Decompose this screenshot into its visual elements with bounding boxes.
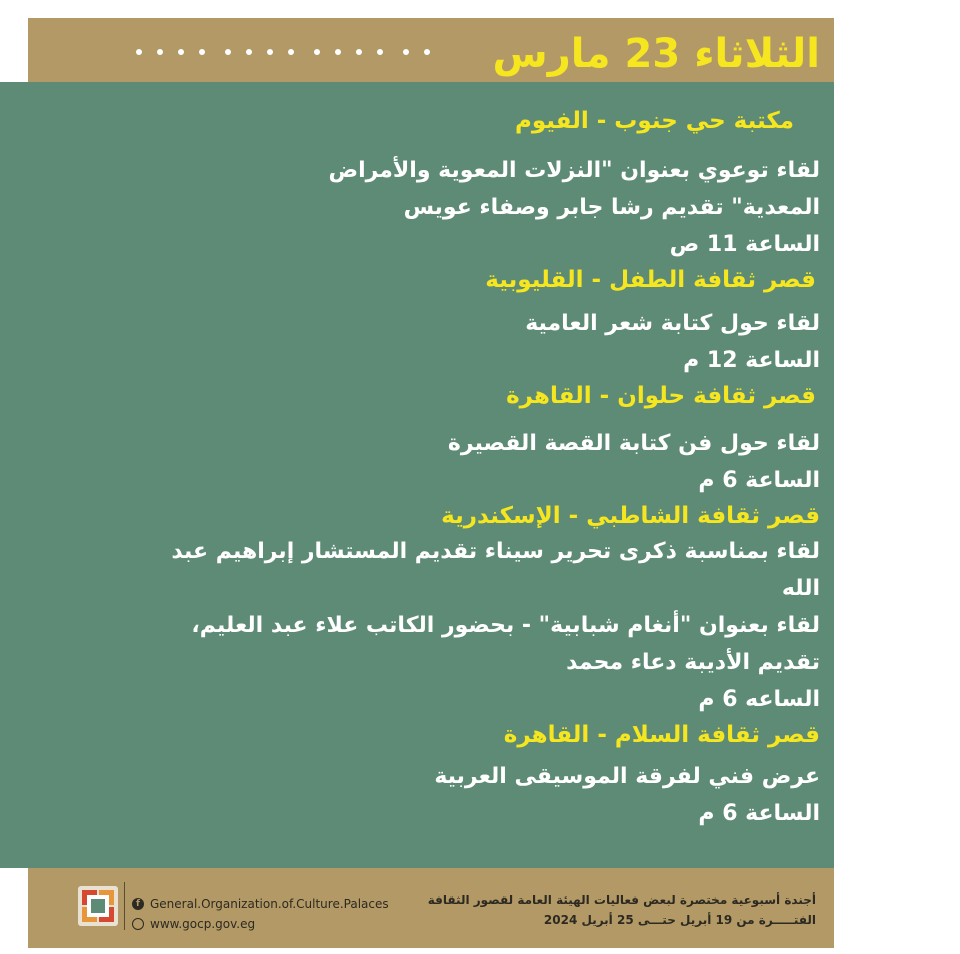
- globe-icon: [132, 918, 144, 930]
- decorative-dots-top: [136, 40, 445, 59]
- event-venue: قصر ثقافة حلوان - القاهرة: [506, 383, 816, 409]
- event-venue: مكتبة حي جنوب - الفيوم: [515, 108, 794, 134]
- footer-info: [428, 890, 816, 930]
- event-line: لقاء حول كتابة شعر العامية: [525, 311, 820, 336]
- event-line: لقاء بعنوان "أنغام شبابية" - بحضور الكاتب علاء عبد العليم،: [191, 613, 820, 638]
- footer-links: [132, 894, 389, 934]
- facebook-handle: General.Organization.of.Culture.Palaces: [150, 897, 389, 911]
- event-line: الساعة 12 م: [683, 348, 820, 373]
- footer-agenda: أجندة أسبوعية مختصرة لبعض فعاليات الهيئة العامة لقصور الثقافة: [427, 893, 816, 907]
- event-line: الساعة 6 م: [698, 468, 820, 493]
- event-item: [140, 379, 820, 499]
- event-line: الساعة 6 م: [698, 801, 820, 826]
- event-line: لقاء بمناسبة ذكرى تحرير سيناء تقديم المستشار إبراهيم عبد الله: [171, 539, 820, 601]
- event-item: [140, 263, 820, 379]
- page-title: الثلاثاء 23 مارس: [492, 31, 820, 77]
- event-item: [140, 104, 820, 263]
- event-line: تقديم الأديبة دعاء محمد: [566, 650, 820, 675]
- event-item: [140, 499, 820, 718]
- event-line: الساعه 6 م: [698, 687, 820, 712]
- event-line: عرض فني لفرقة الموسيقى العربية: [434, 764, 820, 789]
- events-list: [140, 104, 820, 832]
- gocp-logo-icon: [76, 884, 120, 928]
- event-venue: قصر ثقافة الطفل - القليوبية: [485, 267, 816, 293]
- event-venue: قصر ثقافة السلام - القاهرة: [503, 722, 820, 748]
- event-venue: قصر ثقافة الشاطبي - الإسكندرية: [441, 503, 820, 529]
- decorative-dots-grid: [845, 686, 914, 860]
- event-line: الساعة 11 ص: [669, 232, 820, 257]
- event-line: لقاء توعوي بعنوان "النزلات المعوية والأمراض: [328, 158, 820, 183]
- website-url: www.gocp.gov.eg: [150, 917, 256, 931]
- event-line: المعدية" تقديم رشا جابر وصفاء عويس: [403, 195, 820, 220]
- event-line: لقاء حول فن كتابة القصة القصيرة: [447, 431, 820, 456]
- facebook-icon: f: [132, 898, 144, 910]
- footer: [28, 868, 834, 948]
- event-item: [140, 718, 820, 832]
- website-link[interactable]: [132, 914, 389, 934]
- footer-divider: [124, 882, 125, 930]
- facebook-link[interactable]: [132, 894, 389, 914]
- footer-period: الفتـــــرة من 19 أبريل حتـــى 25 أبريل 2024: [543, 913, 816, 927]
